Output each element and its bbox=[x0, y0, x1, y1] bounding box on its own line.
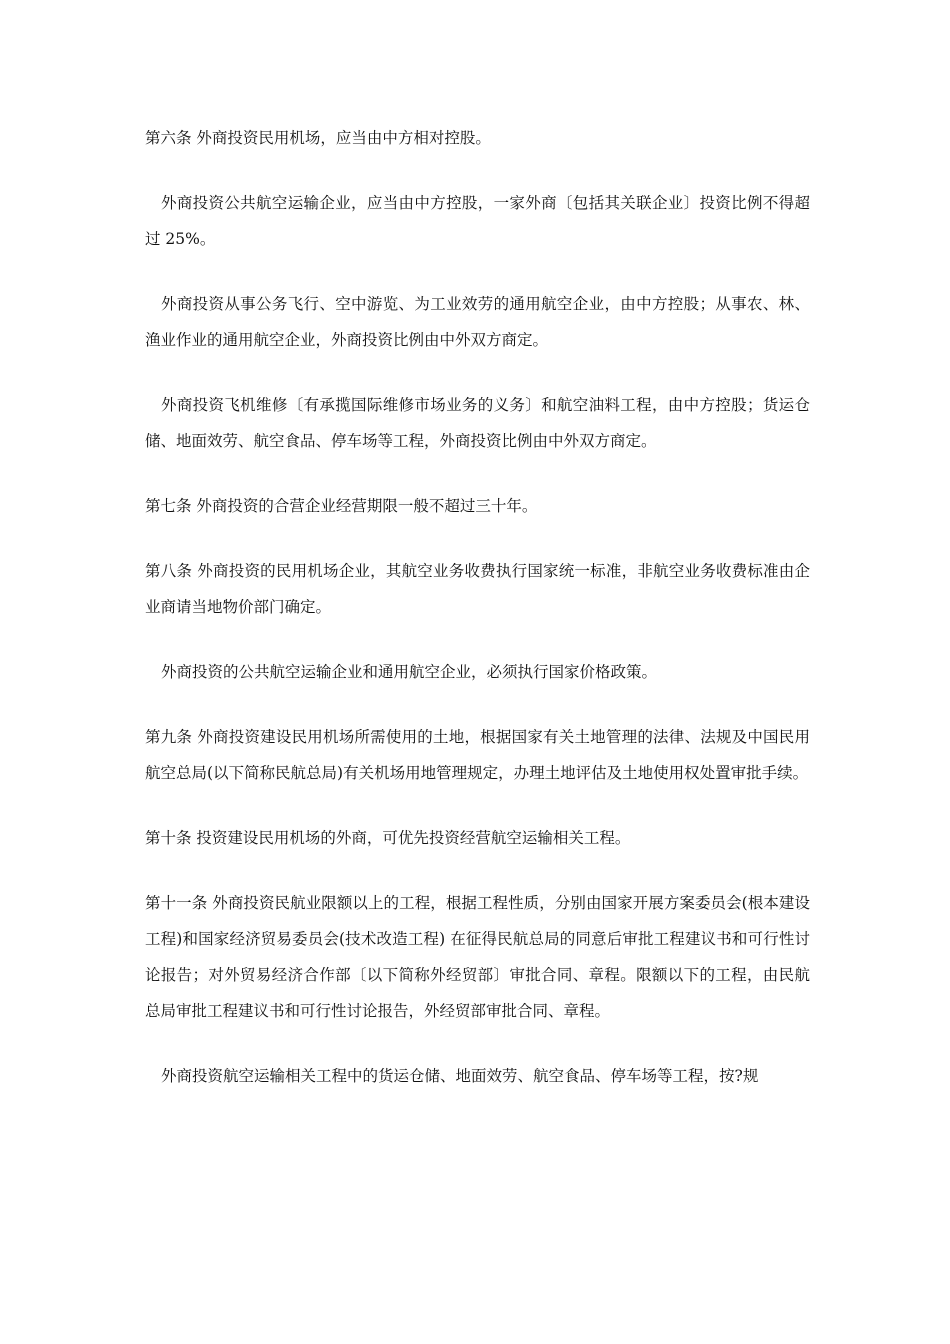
paragraph-article-11: 第十一条 外商投资民航业限额以上的工程，根据工程性质，分别由国家开展方案委员会(根本建设工程)和国家经济贸易委员会(技术改造工程) 在征得民航总局的同意后审批工程建议书和可行性讨论报告；对外贸易经济合作部〔以下简称外经贸部〕审批合同、章程。限额以下的工程，由民航总局审批工程建议书和可行性讨论报告，外经贸部审批合同、章程。 bbox=[145, 894, 810, 1020]
paragraph-article-7: 第七条 外商投资的合营企业经营期限一般不超过三十年。 bbox=[145, 497, 538, 515]
paragraph-article-8: 第八条 外商投资的民用机场企业，其航空业务收费执行国家统一标准，非航空业务收费标准由企业商请当地物价部门确定。 bbox=[145, 562, 810, 616]
paragraph-related-projects: 外商投资航空运输相关工程中的货运仓储、地面效劳、航空食品、停车场等工程，按?规 bbox=[161, 1067, 759, 1085]
paragraph-article-10: 第十条 投资建设民用机场的外商，可优先投资经营航空运输相关工程。 bbox=[145, 829, 631, 847]
paragraph-article-6: 第六条 外商投资民用机场，应当由中方相对控股。 bbox=[145, 129, 491, 147]
paragraph-article-9: 第九条 外商投资建设民用机场所需使用的土地，根据国家有关土地管理的法律、法规及中国民用航空总局(以下简称民航总局)有关机场用地管理规定，办理土地评估及土地使用权处置审批手续。 bbox=[145, 728, 810, 782]
document-page bbox=[145, 120, 810, 1123]
paragraph-airline-investment: 外商投资公共航空运输企业，应当由中方控股，一家外商〔包括其关联企业〕投资比例不得超过 25%。 bbox=[145, 194, 810, 248]
paragraph-pricing-policy: 外商投资的公共航空运输企业和通用航空企业，必须执行国家价格政策。 bbox=[161, 663, 658, 681]
paragraph-general-aviation: 外商投资从事公务飞行、空中游览、为工业效劳的通用航空企业，由中方控股；从事农、林、渔业作业的通用航空企业，外商投资比例由中外双方商定。 bbox=[145, 295, 810, 349]
paragraph-maintenance-fuel: 外商投资飞机维修〔有承揽国际维修市场业务的义务〕和航空油料工程，由中方控股；货运仓储、地面效劳、航空食品、停车场等工程，外商投资比例由中外双方商定。 bbox=[145, 396, 810, 450]
